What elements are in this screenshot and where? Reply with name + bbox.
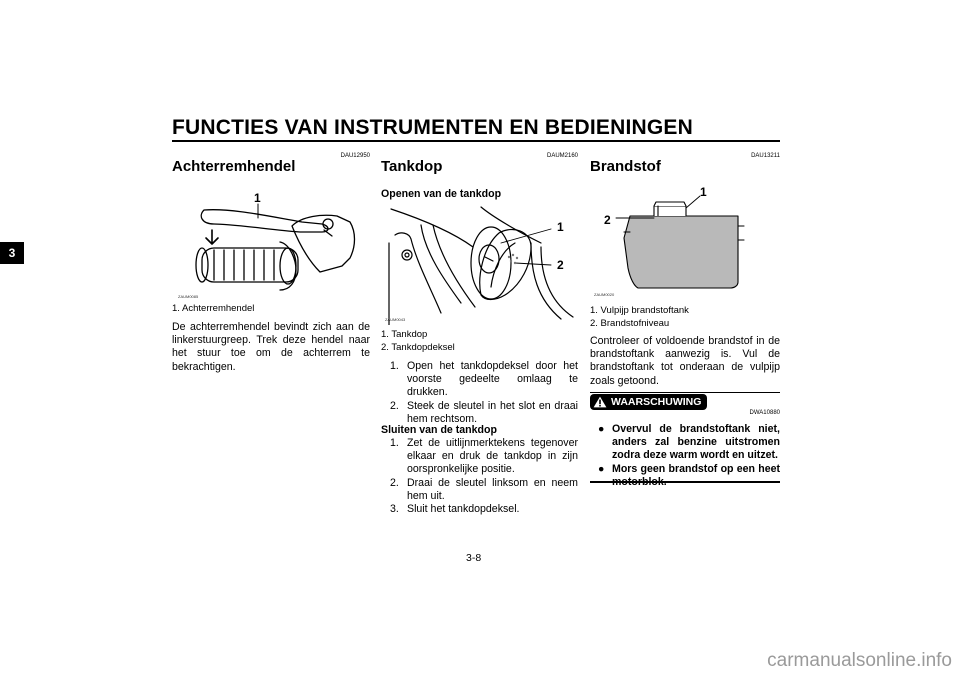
- page-title: FUNCTIES VAN INSTRUMENTEN EN BEDIENINGEN: [172, 116, 693, 139]
- fuel-tank-drawing: [590, 182, 780, 300]
- step-item: 1. Zet de uitlijnmerktekens tegenover elkaar en druk de tankdop in zijn oorspronkelijke positie.: [390, 437, 578, 476]
- warning-item: ● Mors geen brandstof op een heet: [598, 462, 780, 475]
- brake-lever-drawing: [172, 186, 372, 300]
- caption-list: [172, 302, 254, 315]
- warning-item: ● Overvul de brandstoftank niet, anders zal benzine uitstromen zodra deze warm wordt en uitzet.: [598, 423, 780, 462]
- steps-open: [390, 360, 578, 426]
- caption-item: 1. Vulpijp brandstoftank: [590, 305, 689, 316]
- warning-triangle-icon: [593, 396, 607, 408]
- caption-item: 2. Brandstofniveau: [590, 318, 670, 329]
- section-heading: Tankdop: [381, 158, 443, 175]
- brake-lever-illustration: [172, 186, 372, 300]
- figure-code: ZAUM0043: [385, 317, 406, 322]
- figure-label-1: 1: [700, 185, 707, 199]
- subheading-open: Openen van de tankdop: [381, 188, 502, 200]
- step-item: 2. Draai de sleutel linksom en neem hem uit.: [390, 476, 578, 502]
- section-code: DAU12950: [340, 153, 370, 159]
- chapter-tab: 3: [0, 242, 24, 264]
- figure-label-2: 2: [557, 258, 564, 272]
- caption-list: [381, 328, 455, 354]
- step-item: 1. Open het tankdopdeksel door het voorste gedeelte omlaag te drukken.: [390, 360, 578, 399]
- body-text: Controleer of voldoende brandstof in de brandstoftank aanwezig is. Vul de brandstoftank tot onderaan de vulpijp zoals getoond.: [590, 335, 780, 387]
- subheading-close: Sluiten van de tankdop: [381, 424, 497, 436]
- page-number: 3-8: [466, 552, 482, 564]
- figure-label-2: 2: [604, 213, 611, 227]
- figure-label-1: 1: [254, 191, 261, 205]
- warning-top-rule: [590, 392, 780, 393]
- warning-badge: [590, 394, 707, 410]
- caption-item: 2. Tankdopdeksel: [381, 342, 455, 353]
- warning-list: [598, 423, 780, 489]
- section-heading: Brandstof: [590, 158, 661, 175]
- caption-list: [590, 304, 689, 330]
- fuel-cap-drawing: [381, 203, 579, 325]
- section-code: DAU13211: [751, 153, 780, 159]
- step-item: 3. Sluit het tankdopdeksel.: [390, 503, 520, 516]
- figure-code: ZAUM0085: [178, 294, 199, 299]
- section-heading: Achterremhendel: [172, 158, 296, 175]
- body-text: De achterremhendel bevindt zich aan de linkerstuurgreep. Trek deze hendel naar het stuur toe om de achterrem te bekrachtigen.: [172, 321, 370, 373]
- section-code: DAUM2160: [546, 153, 578, 159]
- title-rule: [172, 140, 780, 142]
- warning-code: DWA10880: [749, 410, 780, 416]
- caption-item: 1. Achterremhendel: [172, 303, 255, 314]
- step-item: 2. Steek de sleutel in het slot en draai hem rechtsom.: [390, 399, 578, 425]
- fuel-cap-illustration: [381, 203, 579, 325]
- warning-label: WAARSCHUWING: [611, 396, 702, 408]
- fuel-tank-illustration: [590, 182, 780, 300]
- caption-item: 1. Tankdop: [381, 329, 428, 340]
- watermark: carmanualsonline.info: [767, 650, 952, 671]
- warning-bottom-rule: [590, 481, 780, 483]
- steps-close: [390, 437, 578, 516]
- figure-code: ZAUM0020: [594, 292, 615, 297]
- figure-label-1: 1: [557, 220, 564, 234]
